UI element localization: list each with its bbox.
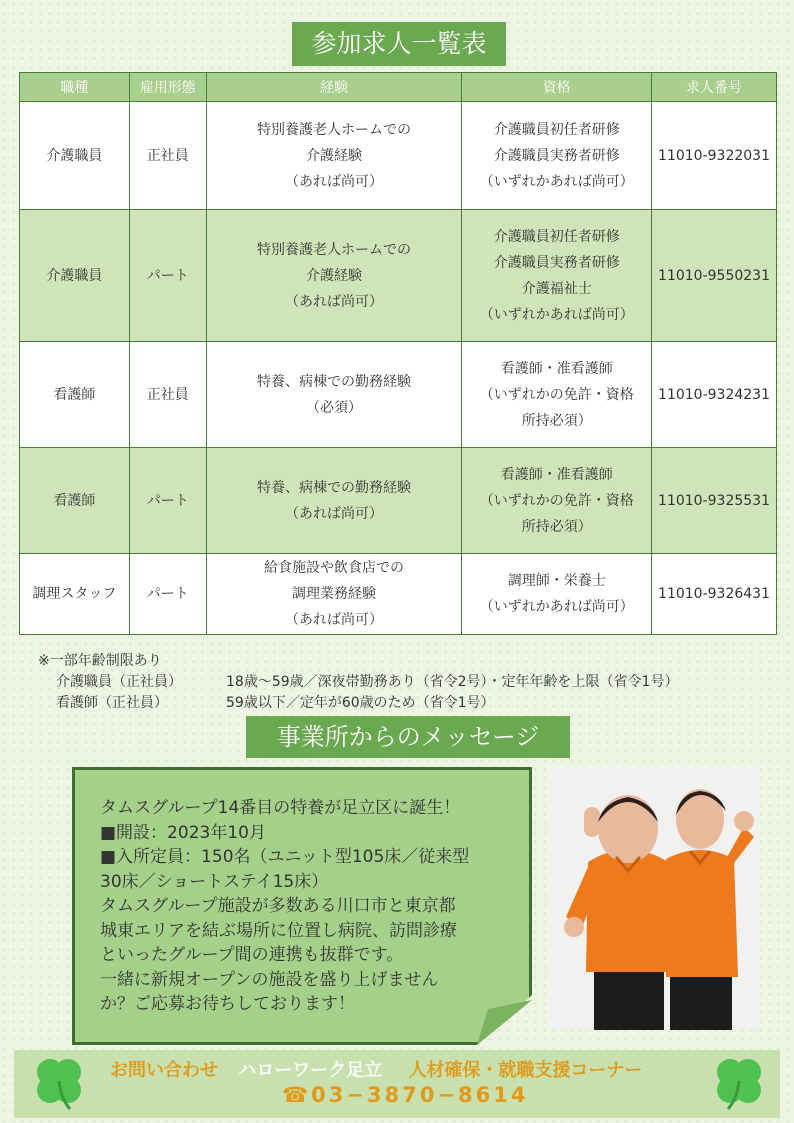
qualification-line: 介護職員実務者研修	[493, 147, 620, 164]
note-item	[38, 672, 678, 693]
qualification-cell	[462, 554, 652, 635]
table-row	[20, 554, 777, 635]
header-qualification: 資格	[462, 73, 652, 102]
experience-line: （あれば尚可）	[285, 612, 384, 628]
table-row	[20, 342, 777, 448]
experience-line: （必須）	[306, 399, 363, 416]
office-name: ハローワーク足立	[238, 1060, 383, 1081]
experience-line: 介護経験	[306, 147, 363, 164]
qualification-line: （いずれかあれば尚可）	[479, 599, 634, 615]
job-number-cell: 11010-9325531	[652, 448, 777, 554]
message-heading: 事業所からのメッセージ	[246, 716, 570, 758]
experience-line: 調理業務経験	[292, 586, 377, 602]
experience-cell	[206, 210, 462, 342]
experience-cell	[206, 554, 462, 635]
job-number-cell: 11010-9322031	[652, 102, 777, 210]
page-title: 参加求人一覧表	[292, 22, 506, 66]
job-cell: 介護職員	[20, 102, 130, 210]
header-experience: 経験	[206, 73, 462, 102]
staff-photo	[548, 767, 760, 1030]
job-cell: 介護職員	[20, 210, 130, 342]
phone-icon: ☎	[282, 1083, 312, 1107]
qualification-line: 所持必須）	[521, 412, 592, 429]
note-item	[38, 693, 678, 714]
table-row	[20, 210, 777, 342]
qualification-line: 看護師・准看護師	[500, 360, 613, 377]
job-cell: 調理スタッフ	[20, 554, 130, 635]
qualification-cell	[462, 210, 652, 342]
experience-line: 給食施設や飲食店での	[264, 560, 405, 576]
qualification-cell	[462, 448, 652, 554]
message-line: か？ご応募お待ちしております！	[100, 994, 355, 1014]
qualification-line: 調理師・栄養士	[507, 573, 606, 589]
experience-line: 特別養護老人ホームでの	[257, 241, 412, 258]
contact-footer	[14, 1050, 780, 1118]
experience-line: 特別養護老人ホームでの	[257, 121, 412, 138]
job-number-cell: 11010-9326431	[652, 554, 777, 635]
clover-icon	[30, 1054, 88, 1112]
message-line: ■開設：2023年10月	[100, 822, 266, 843]
qualification-line: （いずれかあれば尚可）	[479, 306, 634, 323]
experience-cell	[206, 342, 462, 448]
qualification-cell	[462, 342, 652, 448]
qualification-line: 看護師・准看護師	[500, 466, 613, 483]
message-line: 30床／ショートステイ15床）	[100, 871, 329, 892]
message-line: といったグループ間の連携も抜群です。	[100, 945, 404, 965]
message-line: 城東エリアを結ぶ場所に位置し病院、訪問診療	[100, 920, 457, 941]
experience-line: 特養、病棟での勤務経験	[257, 373, 412, 390]
header-job-number: 求人番号	[652, 73, 777, 102]
qualification-line: 介護職員初任者研修	[493, 121, 620, 138]
experience-line: 特養、病棟での勤務経験	[257, 479, 412, 496]
job-number-cell: 11010-9550231	[652, 210, 777, 342]
experience-line: （あれば尚可）	[285, 173, 384, 190]
qualification-line: 介護福祉士	[521, 280, 592, 297]
type-cell: パート	[129, 554, 206, 635]
header-employment-type: 雇用形態	[129, 73, 206, 102]
message-text	[100, 796, 530, 1017]
age-limit-notes	[38, 651, 678, 714]
qualification-line: 介護職員初任者研修	[493, 228, 620, 245]
message-line: タムスグループ施設が多数ある川口市と東京都	[100, 896, 456, 916]
table-row	[20, 102, 777, 210]
clover-icon	[710, 1054, 768, 1112]
table-row	[20, 448, 777, 554]
header-job: 職種	[20, 73, 130, 102]
contact-label: お問い合わせ	[110, 1060, 218, 1081]
message-line: タムスグループ14番目の特養が足立区に誕生！	[100, 798, 461, 818]
experience-cell	[206, 448, 462, 554]
message-line: ■入所定員：150名（ユニット型105床／従来型	[100, 847, 470, 867]
phone-line	[282, 1083, 528, 1107]
qualification-line: 所持必須）	[521, 518, 592, 535]
note-text: 59歳以下／定年が60歳のため（省令1号）	[226, 695, 495, 711]
qualification-line: 介護職員実務者研修	[493, 254, 620, 271]
qualification-line: （いずれかあれば尚可）	[479, 173, 634, 190]
job-cell: 看護師	[20, 342, 130, 448]
experience-cell	[206, 102, 462, 210]
type-cell: 正社員	[129, 342, 206, 448]
note-text: 18歳～59歳／深夜帯勤務あり（省令2号）・定年年齢を上限（省令1号）	[226, 674, 679, 690]
message-line: 一緒に新規オープンの施設を盛り上げません	[100, 969, 439, 990]
note-label: 看護師（正社員）	[56, 695, 168, 711]
note-label: 介護職員（正社員）	[56, 674, 182, 690]
qualification-line: （いずれかの免許・資格	[479, 386, 634, 403]
qualification-cell	[462, 102, 652, 210]
type-cell: パート	[129, 210, 206, 342]
qualification-line: （いずれかの免許・資格	[479, 492, 634, 509]
staff-illustration	[548, 767, 760, 1030]
type-cell: 正社員	[129, 102, 206, 210]
table-header-row	[20, 73, 777, 102]
notes-heading: ※一部年齢制限あり	[38, 653, 162, 669]
experience-line: 介護経験	[306, 267, 363, 284]
contact-line	[110, 1056, 643, 1082]
phone-number[interactable]: 03−3870−8614	[311, 1083, 529, 1107]
job-number-cell: 11010-9324231	[652, 342, 777, 448]
section-name: 人材確保・就職支援コーナー	[408, 1060, 643, 1081]
job-cell: 看護師	[20, 448, 130, 554]
experience-line: （あれば尚可）	[285, 293, 384, 310]
type-cell: パート	[129, 448, 206, 554]
experience-line: （あれば尚可）	[285, 505, 384, 522]
job-listing-table	[19, 72, 777, 635]
